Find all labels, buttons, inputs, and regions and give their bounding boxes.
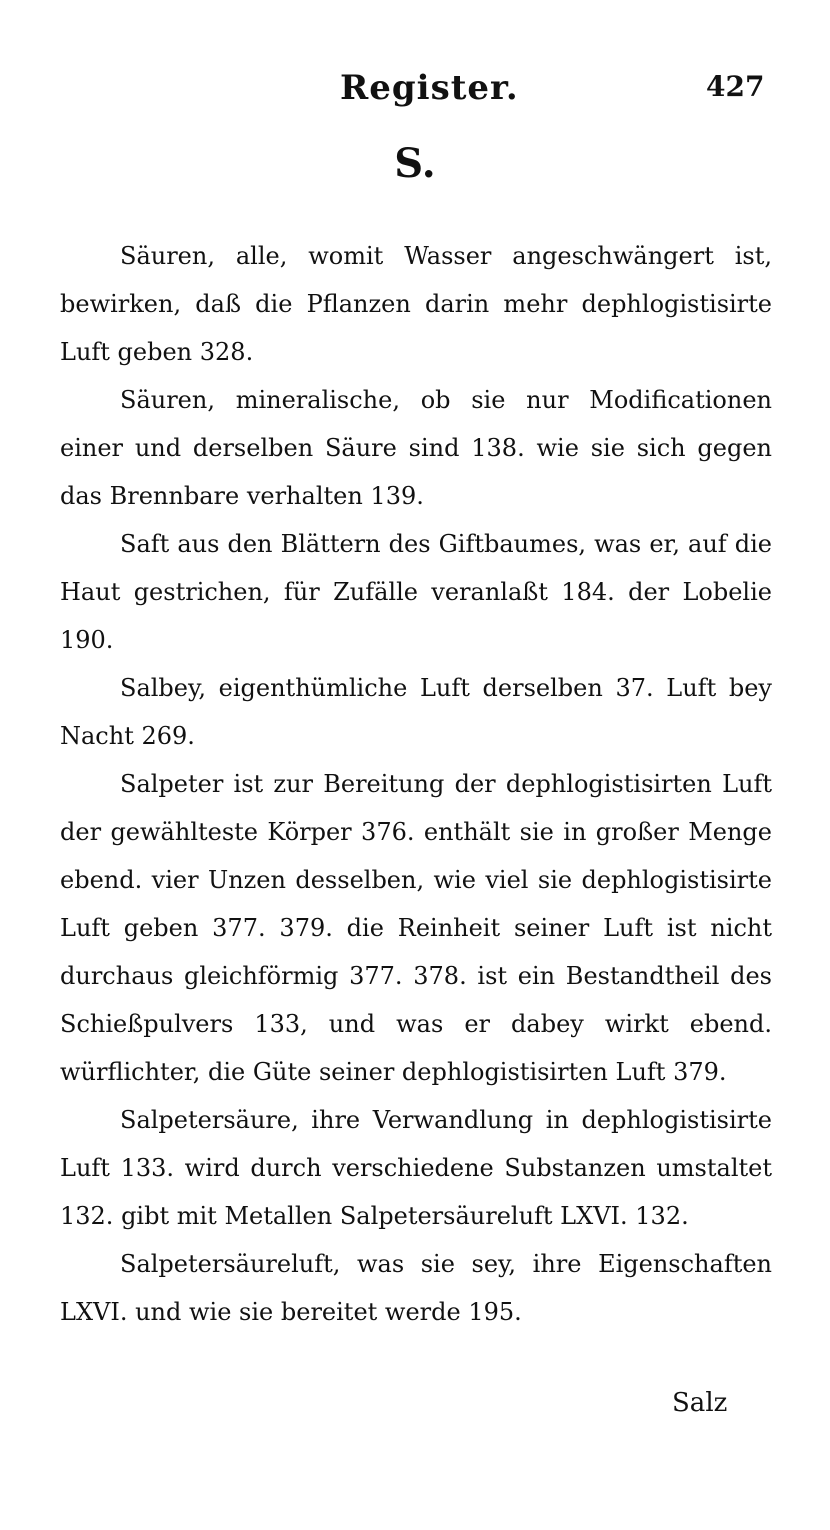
index-entry-salpetersaeureluft: Salpetersäureluft, was sie sey, ihre Eigenschaften LXVI. und wie sie bereitet werde 195.	[60, 1250, 772, 1326]
index-entries	[60, 232, 772, 1336]
page-number: 427	[706, 70, 765, 103]
catchword: Salz	[672, 1388, 728, 1418]
index-entry-saeuren-mineralische: Säuren, mineralische, ob sie nur Modificationen einer und derselben Säure sind 138. wie sie sich gegen das Brennbare verhalten 139.	[60, 386, 772, 510]
index-entry-salpeter: Salpeter ist zur Bereitung der dephlogistisirten Luft der gewählteste Körper 376. enthält sie in großer Menge ebend. vier Unzen desselben, wie viel sie dephlogistisirte Luft geben 377. 379. die Reinheit seiner Luft ist nicht durchaus gleichförmig 377. 378. ist ein Bestandtheil des Schießpulvers 133, und was er dabey wirkt ebend. würflichter, die Güte seiner dephlogistisirten Luft 379.	[60, 770, 772, 1086]
index-entry-saeuren-alle: Säuren, alle, womit Wasser angeschwängert ist, bewirken, daß die Pflanzen darin mehr dephlogistisirte Luft geben 328.	[60, 242, 772, 366]
index-entry-saft: Saft aus den Blättern des Giftbaumes, was er, auf die Haut gestrichen, für Zufälle veranlaßt 184. der Lobelie 190.	[60, 530, 772, 654]
page-title: Register.	[340, 68, 519, 108]
section-letter: S.	[394, 140, 436, 187]
index-entry-salpetersaeure: Salpetersäure, ihre Verwandlung in dephlogistisirte Luft 133. wird durch verschiedene Substanzen umstaltet 132. gibt mit Metallen Salpetersäureluft LXVI. 132.	[60, 1106, 772, 1230]
index-entry-salbey: Salbey, eigenthümliche Luft derselben 37. Luft bey Nacht 269.	[60, 674, 772, 750]
running-head	[0, 68, 830, 118]
